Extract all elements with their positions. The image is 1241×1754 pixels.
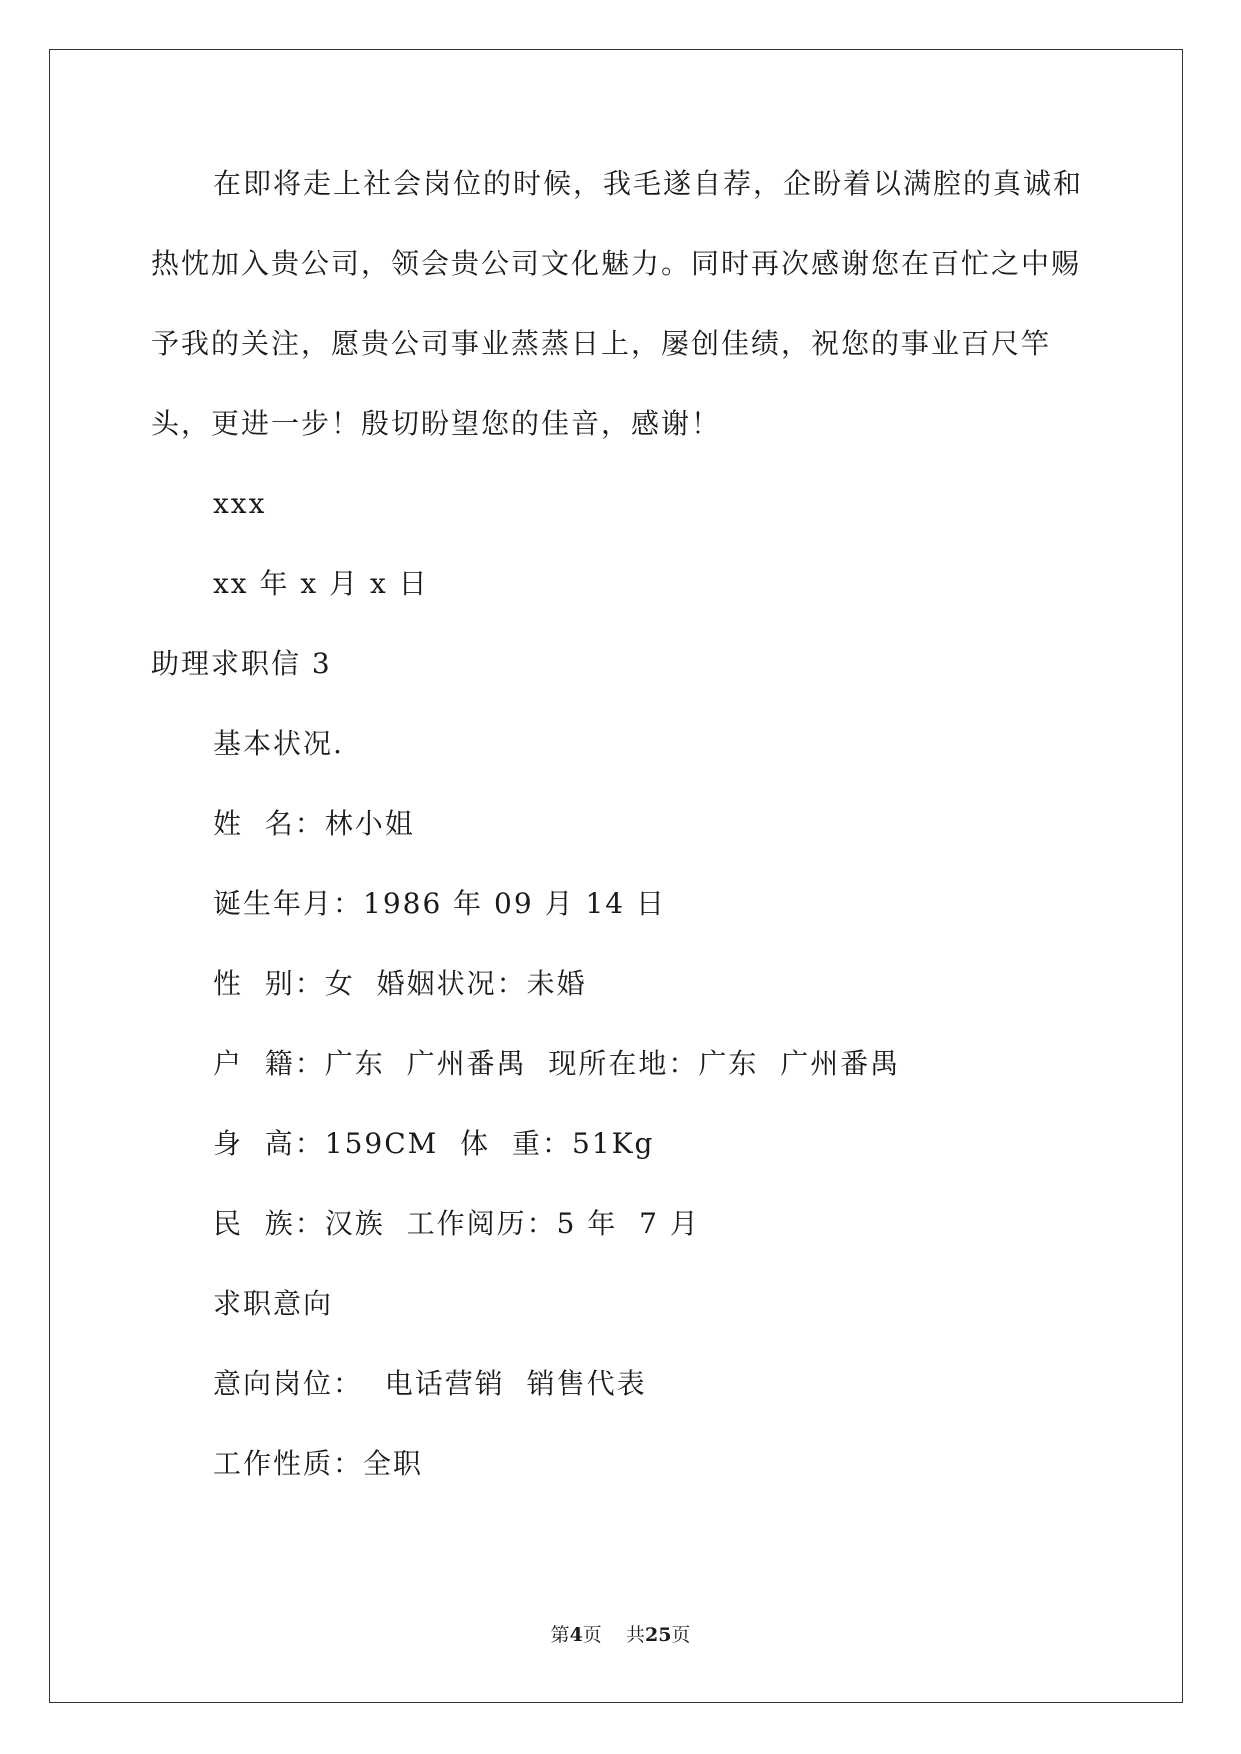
footer-page-mid: 页 共 [582, 1624, 645, 1646]
info-line-basic: 基本状况. [213, 727, 344, 760]
footer-page-number: 4 [569, 1624, 583, 1646]
document-body [151, 168, 1086, 1504]
footer-page-prefix: 第 [550, 1624, 570, 1646]
section-title: 助理求职信 3 [151, 647, 332, 680]
info-line-gender: 性 别：女 婚姻状况：未婚 [213, 967, 587, 1000]
info-line-job-type: 工作性质：全职 [213, 1447, 424, 1480]
info-line-height: 身 高：159CM 体 重：51Kg [213, 1127, 655, 1160]
date-line: xx 年 x 月 x 日 [213, 567, 429, 600]
info-line-position: 意向岗位： 电话营销 销售代表 [213, 1367, 647, 1400]
info-line-hukou: 户 籍：广东 广州番禺 现所在地：广东 广州番禺 [213, 1047, 901, 1080]
page-footer [0, 1620, 1241, 1647]
info-line-birth: 诞生年月：1986 年 09 月 14 日 [213, 887, 667, 920]
footer-page-suffix: 页 [671, 1624, 691, 1646]
info-line-name: 姓 名：林小姐 [213, 807, 415, 840]
info-line-ethnicity: 民 族：汉族 工作阅历：5 年 7 月 [213, 1207, 700, 1240]
body-paragraph: 在即将走上社会岗位的时候，我毛遂自荐，企盼着以满腔的真诚和热忱加入贵公司，领会贵公司文化魅力。同时再次感谢您在百忙之中赐予我的关注，愿贵公司事业蒸蒸日上，屡创佳绩，祝您的事业百尺竿头，更进一步！殷切盼望您的佳音，感谢！ [151, 167, 1084, 440]
signature: xxx [213, 487, 267, 520]
info-line-intent-heading: 求职意向 [213, 1287, 334, 1320]
footer-total-pages: 25 [644, 1624, 672, 1646]
